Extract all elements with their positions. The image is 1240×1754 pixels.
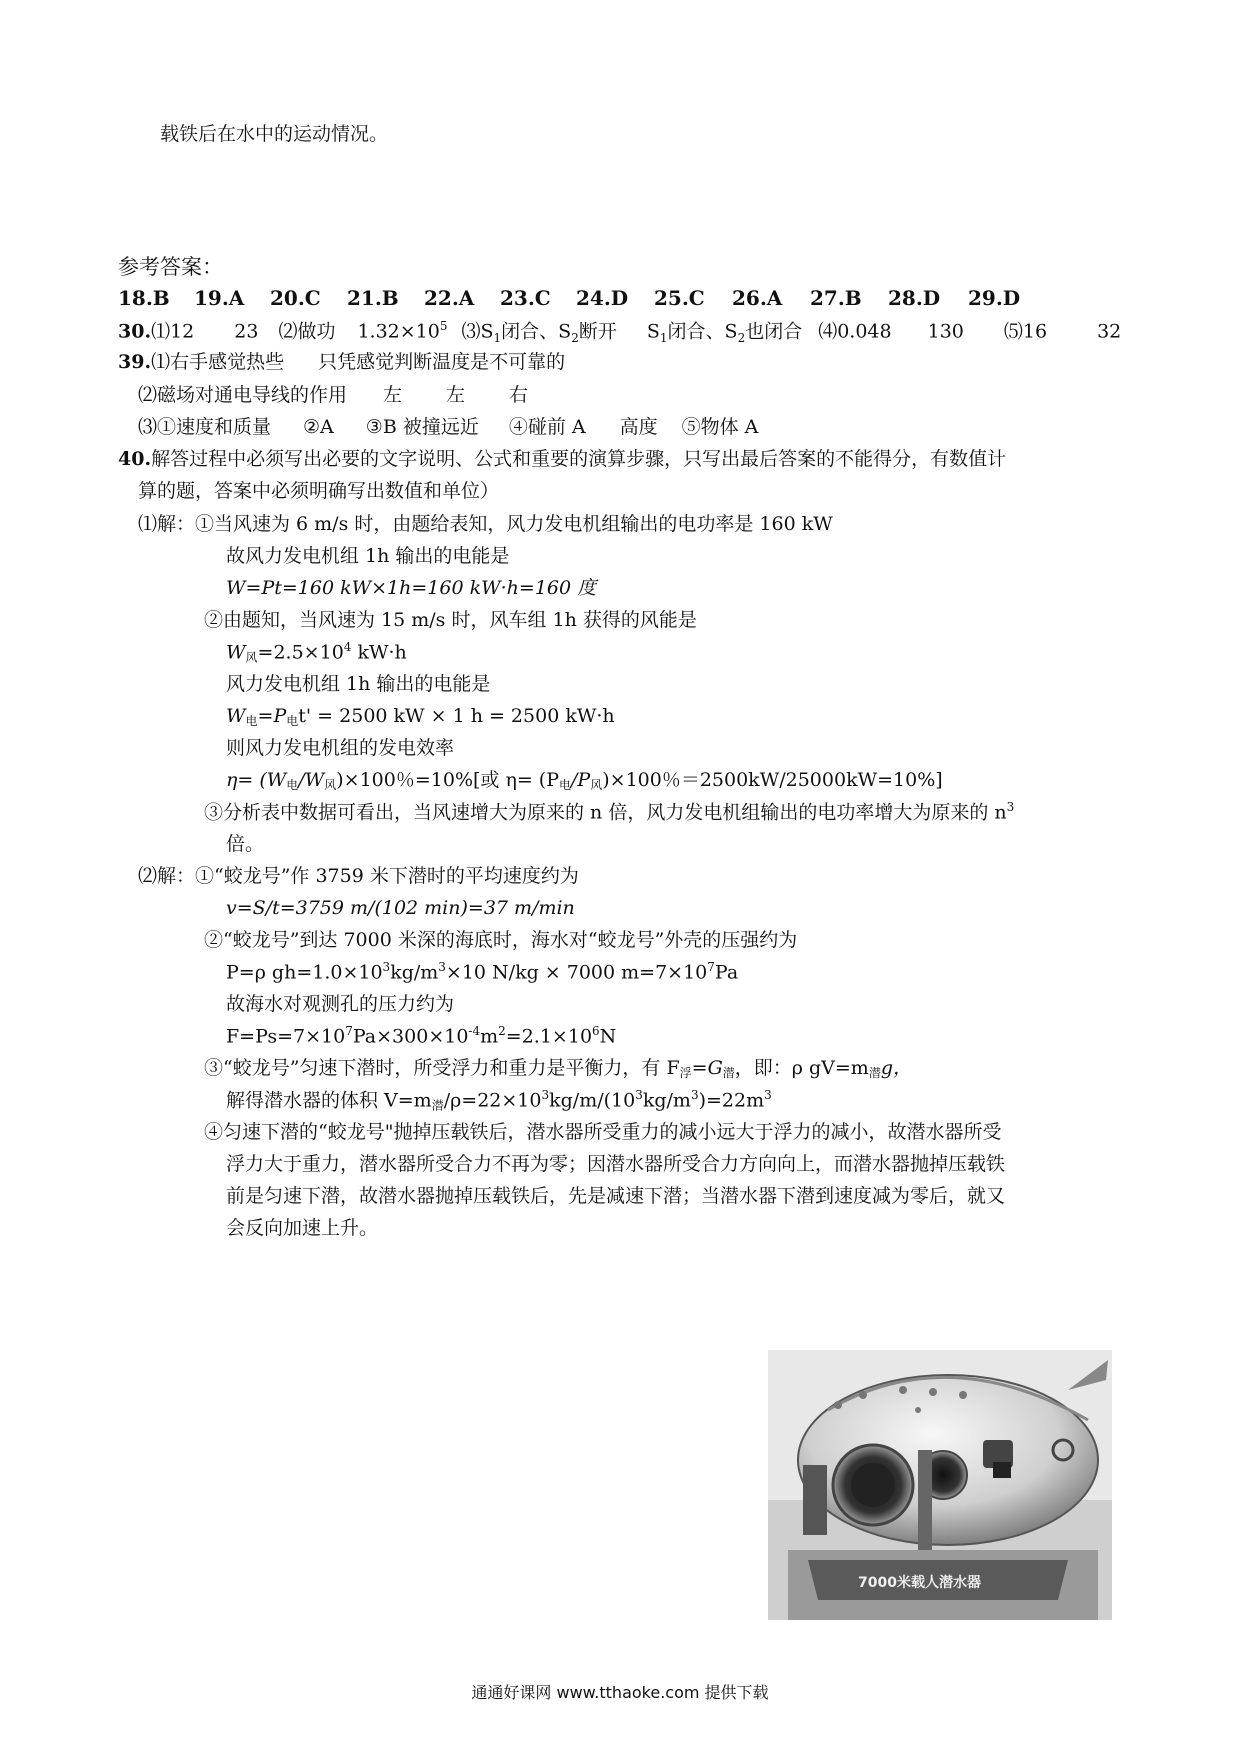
q40-p1-line: 则风力发电机组的发电效率 [226, 737, 455, 759]
q40-p2-line [226, 1024, 616, 1049]
q39-line3 [138, 415, 758, 440]
q40-p1-line [226, 640, 407, 666]
formula-part: W [226, 641, 246, 664]
formula-part: )×100％＝2500kW/25000kW=10%] [602, 769, 943, 791]
submersible-image [768, 1350, 1112, 1620]
q40-p2-line: ④匀速下潜的“蛟龙号"抛掉压载铁后，潜水器所受重力的减小远大于浮力的减小，故潜水器所受 [204, 1121, 1002, 1143]
q40-p2-line: ②“蛟龙号”到达 7000 米深的海底时，海水对“蛟龙号”外壳的压强约为 [204, 929, 798, 951]
q40-p1-line: 倍。 [226, 833, 265, 855]
formula-part: 电 [286, 714, 299, 728]
q30-part: 也闭合 [745, 320, 803, 343]
formula-part: 6 [592, 1024, 600, 1038]
q40-p2-line: 前是匀速下潜，故潜水器抛掉压载铁后，先是减速下潜；当潜水器下潜到速度减为零后，就又 [226, 1185, 1006, 1207]
q30-part: 1 [659, 331, 668, 346]
q30-line [118, 319, 1121, 347]
q30-part: S [646, 320, 660, 343]
q40-p1-line: ⑴解：①当风速为 6 m/s 时，由题给表知，风力发电机组输出的电功率是 160 kW [138, 513, 833, 535]
q39-item: ⑶①速度和质量 [138, 416, 272, 438]
formula-part: =2.5×10 [257, 641, 344, 664]
q39-item: ②A [303, 416, 334, 438]
q30-part: 1 [493, 331, 502, 346]
q39-item: 左 [446, 384, 466, 406]
q30-part: 5 [439, 319, 448, 333]
formula-part: ③“蛟龙号”匀速下潜时，所受浮力和重力是平衡力，有 F [204, 1057, 680, 1079]
answer-item: 22.A [424, 286, 475, 310]
formula-part: 3 [541, 1088, 550, 1102]
formula-part: kg/m [390, 961, 439, 984]
formula-part: 潜 [431, 1098, 444, 1113]
formula-part: 风 [590, 778, 603, 792]
formula-part: 3 [635, 1088, 643, 1102]
formula-part: 浮 [679, 1066, 692, 1080]
q30-number: 30. [118, 320, 152, 343]
q39-line2 [138, 383, 528, 408]
q40-intro2: 算的题，答案中必须明确写出数值和单位） [138, 480, 500, 502]
formula-part: =2.1×10 [505, 1025, 593, 1048]
formula-part: /ρ=22×10 [443, 1089, 542, 1112]
q40-p2-line: 会反向加速上升。 [226, 1217, 379, 1239]
q39-line1 [118, 350, 565, 375]
answers-heading: 参考答案： [118, 255, 223, 279]
formula-part: P=ρ gh=1.0×10 [226, 961, 383, 984]
formula-part: =P [257, 705, 287, 727]
formula-part: ③分析表中数据可看出，当风速增大为原来的 n 倍，风力发电机组输出的电功率增大为原来的 n [204, 801, 1007, 824]
q30-part: 130 [927, 320, 964, 343]
formula-part: 解得潜水器的体积 V=m [226, 1089, 432, 1112]
q40-p2-line: v=S/t=3759 m/(102 min)=37 m/min [226, 897, 575, 919]
formula-part: 3 [690, 1088, 699, 1102]
answer-item: 24.D [576, 286, 629, 310]
q40-intro1 [118, 447, 1006, 472]
formula-part: Pa [714, 961, 739, 984]
formula-part: kg/m [642, 1089, 691, 1112]
q39-item: 左 [383, 384, 403, 406]
q40-p1-line [226, 768, 943, 794]
q39-item: ⑵磁场对通电导线的作用 [138, 384, 348, 406]
formula-part: 电 [245, 714, 258, 728]
q39-item: 高度 [619, 416, 658, 438]
formula-part: m [480, 1025, 499, 1048]
formula-part: 3 [764, 1088, 772, 1102]
answer-item: 18.B [118, 286, 170, 310]
q40-p1-line: W=Pt=160 kW×1h=160 kW·h=160 度 [226, 577, 597, 599]
answer-item: 26.A [732, 286, 783, 310]
formula-part: 电 [286, 778, 299, 792]
answer-item: 27.B [810, 286, 862, 310]
q39-item: ⑴右手感觉热些 [151, 351, 285, 373]
q30-part: 23 [234, 320, 259, 343]
formula-part: 7 [707, 960, 715, 974]
formula-part: 风 [324, 778, 337, 792]
q39-item: ⑤物体 A [681, 416, 759, 438]
q40-number: 40. [118, 448, 152, 470]
formula-part: t' = 2500 kW × 1 h = 2500 kW·h [298, 705, 615, 727]
q40-p1-line: 故风力发电机组 1h 输出的电能是 [226, 545, 510, 567]
footer: 通通好课网 www.tthaoke.com 提供下载 [471, 1683, 769, 1702]
q30-part: 2 [737, 331, 746, 346]
q39-item: 只凭感觉判断温度是不可靠的 [318, 351, 566, 373]
q40-p2-line [226, 1088, 772, 1114]
q39-item: 右 [509, 384, 529, 406]
answer-item: 23.C [500, 286, 551, 310]
formula-part: 7 [345, 1024, 353, 1038]
formula-part: ×10 N/kg × 7000 m=7×10 [445, 961, 708, 984]
q30-part: ⑸16 [1003, 320, 1048, 343]
formula-part: kW·h [351, 641, 407, 664]
formula-part: 电 [559, 778, 572, 792]
q30-part: 闭合、S [501, 320, 572, 343]
q40-p2-line [226, 960, 738, 985]
answer-item: 21.B [347, 286, 399, 310]
q40-p2-line: ⑵解：①“蛟龙号”作 3759 米下潜时的平均速度约为 [138, 865, 579, 887]
answer-item: 28.D [888, 286, 941, 310]
q40-p2-line [204, 1056, 912, 1082]
q30-part: ⑵做功 [278, 320, 336, 343]
q40-p1-line [204, 800, 1014, 825]
answer-item: 25.C [654, 286, 705, 310]
q30-part: ⑴12 [151, 320, 195, 343]
formula-part: 潜 [722, 1066, 735, 1080]
formula-part: )=22m [698, 1089, 765, 1112]
formula-part: 潜 [868, 1066, 881, 1080]
formula-part: =G [691, 1057, 723, 1079]
q40-p1-line [226, 704, 615, 730]
formula-part: 2 [498, 1024, 506, 1038]
formula-part: W [226, 705, 246, 727]
formula-part: N [599, 1025, 617, 1048]
q30-part: 断开 [578, 320, 617, 343]
formula-part: kg/m/(10 [549, 1089, 636, 1112]
formula-part: /P [571, 769, 591, 791]
answer-item: 20.C [270, 286, 321, 310]
formula-part: Pa×300×10 [352, 1025, 469, 1048]
q30-part: 闭合、S [667, 320, 738, 343]
q30-part: 2 [571, 331, 579, 346]
formula-part: 4 [343, 640, 352, 654]
image-label: 7000米载人潜水器 [858, 1575, 981, 1591]
q40-p1-line: 风力发电机组 1h 输出的电能是 [226, 673, 491, 695]
q40-p2-line: 故海水对观测孔的压力约为 [226, 993, 455, 1015]
formula-part: g， [880, 1057, 913, 1079]
q30-part: ⑷0.048 [818, 320, 892, 343]
intro-line: 载铁后在水中的运动情况。 [160, 123, 389, 145]
q30-part: 1.32×10 [357, 320, 440, 343]
formula-part: 3 [438, 960, 446, 974]
formula-part: -4 [468, 1024, 481, 1038]
q39-item: ③B 被撞远近 [365, 416, 479, 438]
formula-part: )×100％=10%[或 η= (P [336, 769, 560, 791]
answer-item: 19.A [194, 286, 245, 310]
q39-item: ④碰前 A [508, 416, 586, 438]
answer-item: 29.D [968, 286, 1021, 310]
formula-part: η= (W [226, 769, 287, 791]
formula-part: /W [298, 769, 325, 791]
formula-part: 风 [245, 650, 258, 665]
formula-part: 3 [1006, 800, 1015, 814]
q30-part: ⑶S [461, 320, 494, 343]
q40-intro-text: 解答过程中必须写出必要的文字说明、公式和重要的演算步骤，只写出最后答案的不能得分，有数值计 [151, 448, 1007, 470]
formula-part: ，即：ρ gV=m [734, 1057, 869, 1079]
formula-part: 3 [382, 960, 391, 974]
formula-part: F=Ps=7×10 [226, 1025, 346, 1048]
q39-number: 39. [118, 351, 152, 373]
q30-part: 32 [1097, 320, 1122, 343]
q40-p1-line: ②由题知，当风速为 15 m/s 时，风车组 1h 获得的风能是 [204, 609, 697, 631]
q40-p2-line: 浮力大于重力，潜水器所受合力不再为零；因潜水器所受合力方向向上，而潜水器抛掉压载铁 [226, 1153, 1006, 1175]
